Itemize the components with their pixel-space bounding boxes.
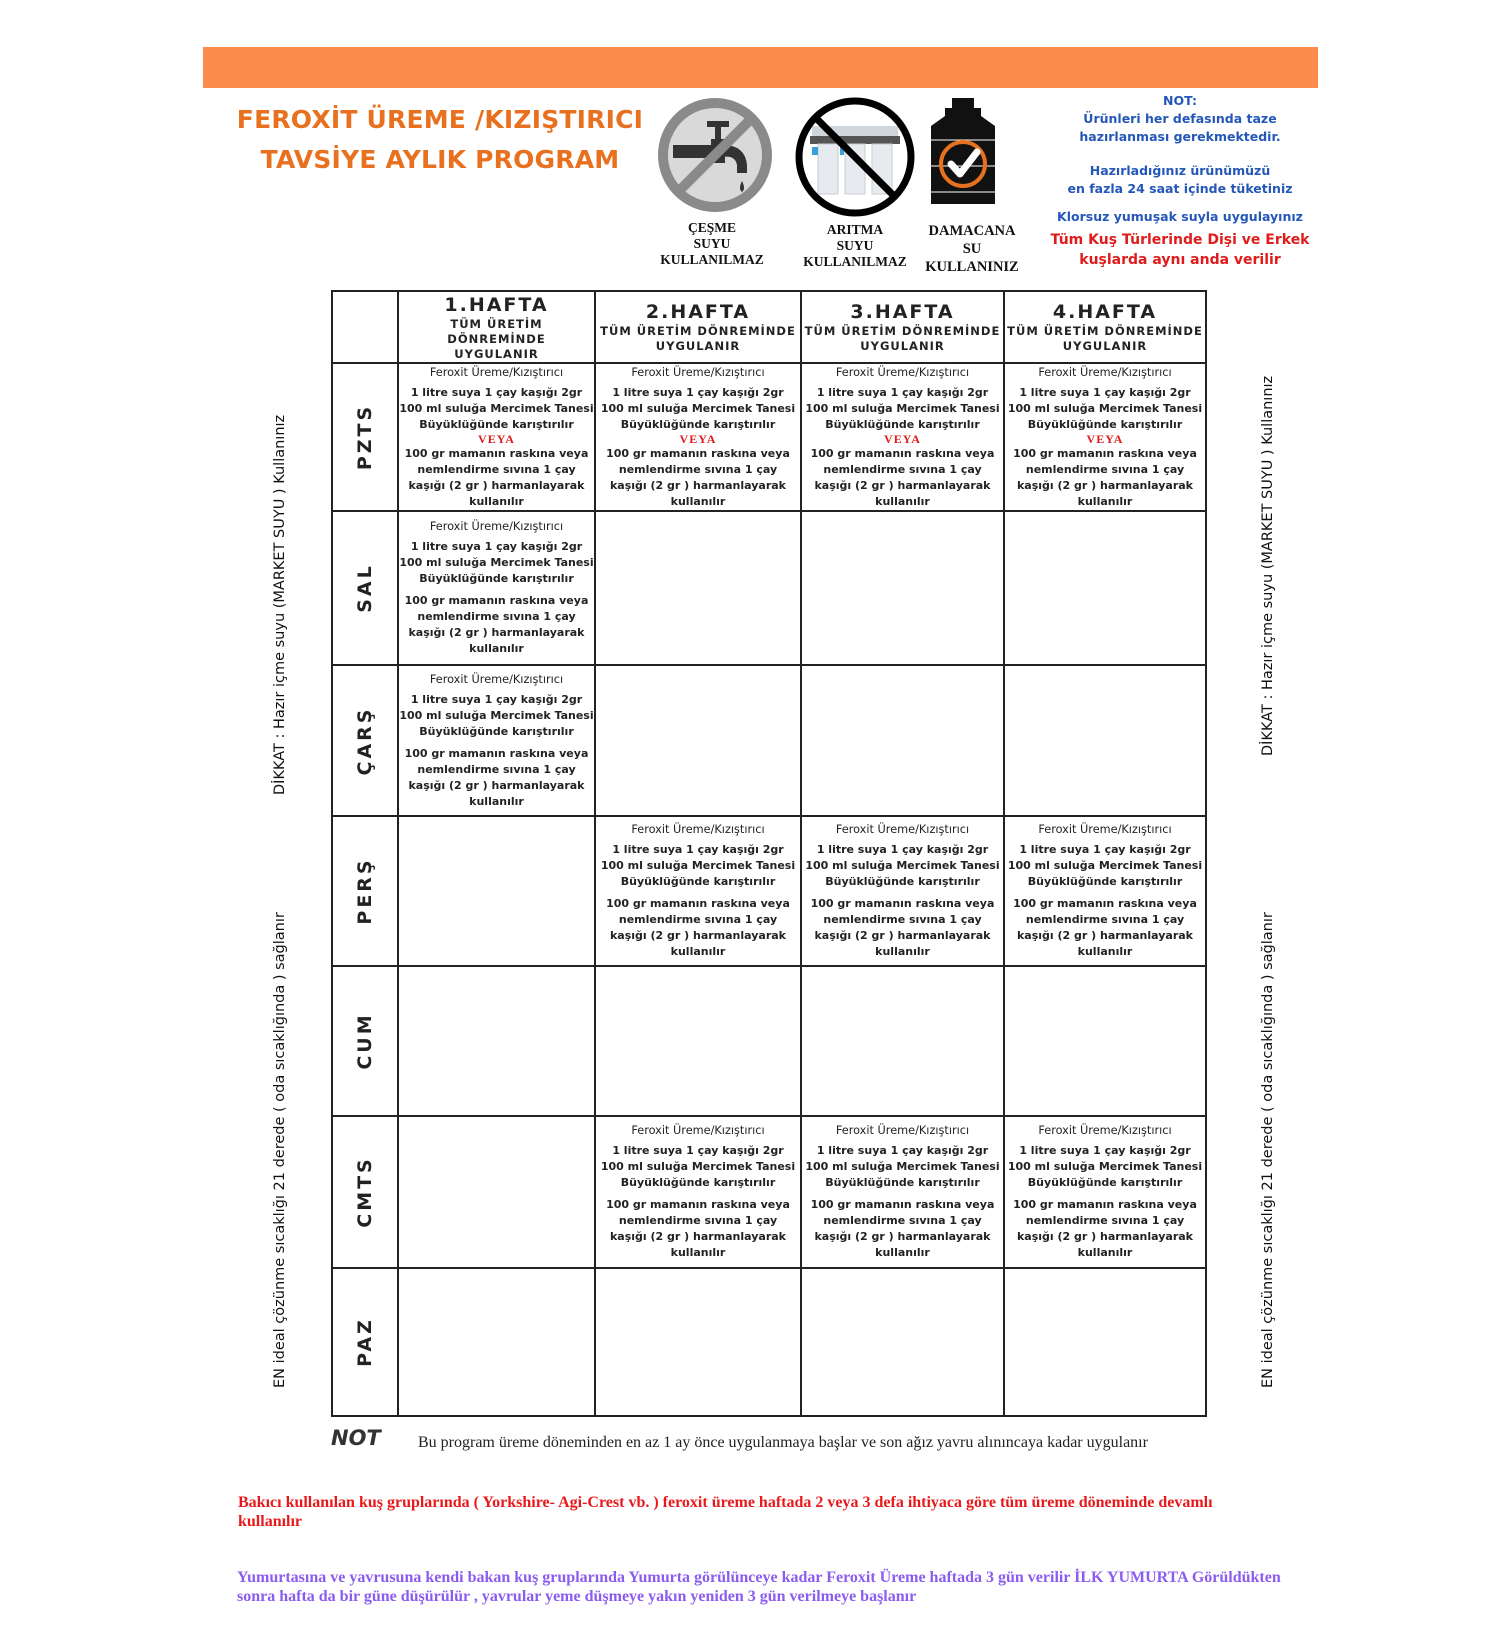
dose-line: 100 gr mamanın raskına veya	[1013, 897, 1197, 910]
dose-line: 100 gr mamanın raskına veya	[606, 897, 790, 910]
day-label: PZTS	[354, 403, 376, 471]
week-sub: UYGULANIR	[1062, 339, 1148, 353]
week-label: 3.HAFTA	[850, 301, 955, 323]
dose-line: kaşığı (2 gr ) harmanlayarak	[814, 478, 991, 492]
dose-line: 1 litre suya 1 çay kaşığı 2gr	[1019, 1144, 1191, 1157]
week-sub: UYGULANIR	[454, 346, 539, 361]
dose-cell	[801, 363, 1004, 511]
dose-cell	[1004, 1116, 1206, 1268]
notes-heading: NOT:	[1163, 93, 1197, 108]
dose-line: nemlendirme sıvına 1 çay	[618, 913, 778, 926]
dose-line: nemlendirme sıvına 1 çay	[417, 462, 576, 476]
notes-line: Ürünleri her defasında taze	[1083, 111, 1277, 126]
dose-line: 100 gr mamanın raskına veya	[606, 446, 790, 460]
product-name: Feroxit Üreme/Kızıştırıcı	[429, 365, 564, 379]
dose-line: kullanılır	[469, 794, 524, 808]
empty-cell	[801, 665, 1004, 816]
product-name: Feroxit Üreme/Kızıştırıcı	[835, 823, 970, 836]
day-label: CMTS	[354, 1156, 376, 1228]
caption-line: KULLANILMAZ	[803, 254, 907, 269]
week-label: 1.HAFTA	[444, 293, 549, 316]
dose-line: 100 gr mamanın raskına veya	[404, 594, 589, 607]
dose-line: 100 ml suluğa Mercimek Tanesi	[805, 1160, 1000, 1173]
empty-cell	[398, 816, 595, 966]
dose-line: kullanılır	[670, 1246, 726, 1259]
dose-line: 100 ml suluğa Mercimek Tanesi	[600, 1160, 796, 1173]
dose-cell	[1004, 816, 1206, 966]
dose-line: 100 gr mamanın raskına veya	[404, 446, 589, 460]
dose-instructions	[1005, 1123, 1205, 1261]
week-sub: TÜM ÜRETİM DÖNREMİNDE	[1007, 324, 1203, 338]
veya-label: VEYA	[679, 431, 717, 446]
product-name: Feroxit Üreme/Kızıştırıcı	[631, 365, 765, 379]
dose-line: 100 ml suluğa Mercimek Tanesi	[805, 401, 1000, 415]
title-line-2: TAVSİYE AYLIK PROGRAM	[260, 145, 620, 174]
dose-line: Büyüklüğünde karıştırılır	[825, 417, 980, 431]
dose-line: 100 gr mamanın raskına veya	[1013, 446, 1197, 460]
empty-cell	[1004, 665, 1206, 816]
week-header	[595, 291, 801, 363]
product-name: Feroxit Üreme/Kızıştırıcı	[429, 520, 564, 533]
corner-cell	[332, 291, 398, 363]
dose-instructions	[802, 822, 1003, 960]
day-label: CUM	[354, 1012, 376, 1070]
notes-warning: Tüm Kuş Türlerinde Dişi ve Erkek	[1050, 232, 1310, 248]
empty-cell	[801, 1268, 1004, 1416]
dose-line: kullanılır	[670, 494, 726, 508]
dose-instructions	[596, 822, 800, 960]
week-sub: TÜM ÜRETİM DÖNREMİNDE	[804, 324, 1001, 338]
purple-note: Yumurtasına ve yavrusuna kendi bakan kuş gruplarında Yumurta görülünceye kadar Feroxit Üreme haftada 3 gün verilir İLK YUMURTA Görüldükten sonra hafta da bir güne düşürülür , yavrular yeme düşmeye yakın yeniden 3 gün verilmeye başlanır	[237, 1569, 1281, 1605]
dose-cell	[801, 1116, 1004, 1268]
caption-line: SUYU	[693, 236, 731, 251]
left-ideal-text: EN ideal çözünme sıcaklığı 21 derede ( oda sıcaklığında ) sağlanır	[272, 912, 288, 1388]
dose-line: nemlendirme sıvına 1 çay	[823, 462, 982, 476]
header-accent-bar	[203, 47, 1318, 88]
dose-cell	[595, 816, 801, 966]
dose-cell	[398, 511, 595, 665]
empty-cell	[801, 511, 1004, 665]
dose-line: 100 ml suluğa Mercimek Tanesi	[1007, 401, 1203, 415]
program-table	[331, 290, 1207, 1417]
dose-line: 1 litre suya 1 çay kaşığı 2gr	[410, 540, 583, 553]
dose-line: Büyüklüğünde karıştırılır	[419, 572, 574, 585]
dose-line: 1 litre suya 1 çay kaşığı 2gr	[1019, 385, 1191, 399]
day-cell	[332, 511, 398, 665]
week-sub: UYGULANIR	[655, 339, 741, 353]
day-cell	[332, 816, 398, 966]
table-row	[332, 363, 1206, 511]
dose-line: Büyüklüğünde karıştırılır	[620, 417, 776, 431]
dose-cell	[398, 363, 595, 511]
dose-line: kullanılır	[875, 1246, 930, 1259]
dose-line: kullanılır	[1077, 494, 1133, 508]
product-name: Feroxit Üreme/Kızıştırıcı	[1038, 1124, 1172, 1137]
dose-line: nemlendirme sıvına 1 çay	[618, 462, 778, 476]
dose-line: kaşığı (2 gr ) harmanlayarak	[408, 626, 585, 639]
product-name: Feroxit Üreme/Kızıştırıcı	[631, 1124, 765, 1137]
dose-line: kullanılır	[1077, 1246, 1133, 1259]
empty-cell	[1004, 511, 1206, 665]
table-row	[332, 966, 1206, 1116]
week-sub: TÜM ÜRETİM DÖNREMİNDE	[447, 316, 546, 346]
dose-line: nemlendirme sıvına 1 çay	[1025, 1214, 1185, 1227]
dose-line: 100 gr mamanın raskına veya	[810, 1198, 995, 1211]
dose-line: kaşığı (2 gr ) harmanlayarak	[1016, 929, 1194, 942]
dose-line: 100 gr mamanın raskına veya	[404, 746, 589, 760]
red-note: Bakıcı kullanılan kuş gruplarında ( Yorkshire- Agi-Crest vb. ) feroxit üreme haftada 2 veya 3 defa ihtiyaca göre tüm üreme döneminde devamlı kullanılır	[238, 1494, 1213, 1530]
week-header	[1004, 291, 1206, 363]
dose-cell	[398, 665, 595, 816]
dose-line: 1 litre suya 1 çay kaşığı 2gr	[410, 692, 583, 706]
caption-line: SUYU	[836, 238, 874, 253]
dose-line: Büyüklüğünde karıştırılır	[620, 875, 776, 888]
dose-line: kaşığı (2 gr ) harmanlayarak	[408, 778, 585, 792]
notes-line: hazırlanması gerekmektedir.	[1079, 129, 1281, 144]
dose-line: 100 ml suluğa Mercimek Tanesi	[399, 708, 594, 722]
empty-cell	[1004, 1268, 1206, 1416]
product-name: Feroxit Üreme/Kızıştırıcı	[835, 365, 970, 379]
day-cell	[332, 1268, 398, 1416]
caption-line: DAMACANA	[928, 223, 1016, 239]
dose-line: Büyüklüğünde karıştırılır	[620, 1176, 776, 1189]
day-cell	[332, 966, 398, 1116]
dose-line: kullanılır	[670, 945, 726, 958]
veya-label: VEYA	[1086, 431, 1124, 446]
dose-instructions	[596, 365, 800, 510]
table-row	[332, 1268, 1206, 1416]
table-row	[332, 1116, 1206, 1268]
week-header	[801, 291, 1004, 363]
dose-instructions	[399, 519, 594, 657]
notes-line: Hazırladığınız ürünümüzü	[1089, 163, 1271, 178]
day-label: PAZ	[354, 1317, 376, 1367]
empty-cell	[1004, 966, 1206, 1116]
dose-line: kullanılır	[469, 642, 524, 655]
empty-cell	[398, 1268, 595, 1416]
table-row	[332, 816, 1206, 966]
dose-line: kullanılır	[875, 945, 930, 958]
caption-line: SU	[962, 241, 982, 257]
veya-label: VEYA	[884, 431, 921, 446]
week-sub: UYGULANIR	[860, 339, 945, 353]
right-ideal-text: EN ideal çözünme sıcaklığı 21 derede ( oda sıcaklığında ) sağlanır	[1260, 912, 1276, 1388]
dose-line: 100 ml suluğa Mercimek Tanesi	[600, 859, 796, 872]
day-label: PERŞ	[354, 857, 376, 925]
dose-line: 100 ml suluğa Mercimek Tanesi	[1007, 859, 1203, 872]
dose-line: kaşığı (2 gr ) harmanlayarak	[1016, 1230, 1194, 1243]
day-cell	[332, 665, 398, 816]
dose-line: Büyüklüğünde karıştırılır	[825, 875, 980, 888]
dose-cell	[1004, 363, 1206, 511]
notes-warning: kuşlarda aynı anda verilir	[1079, 252, 1281, 268]
day-label: ÇARŞ	[354, 706, 376, 775]
dose-line: kullanılır	[1077, 945, 1133, 958]
week-header	[398, 291, 595, 363]
dose-line: kaşığı (2 gr ) harmanlayarak	[814, 1230, 991, 1243]
dose-line: nemlendirme sıvına 1 çay	[823, 1214, 982, 1227]
left-dikkat-text: DİKKAT : Hazır içme suyu (MARKET SUYU ) Kullanınız	[272, 414, 288, 795]
empty-cell	[398, 966, 595, 1116]
dose-instructions	[802, 365, 1003, 510]
dose-line: 1 litre suya 1 çay kaşığı 2gr	[816, 843, 989, 856]
week-sub: TÜM ÜRETİM DÖNREMİNDE	[600, 324, 796, 338]
notes-line: en fazla 24 saat içinde tüketiniz	[1067, 181, 1293, 196]
empty-cell	[595, 511, 801, 665]
dose-line: kullanılır	[469, 494, 524, 508]
veya-label: VEYA	[478, 431, 515, 446]
dose-line: Büyüklüğünde karıştırılır	[1027, 875, 1183, 888]
dose-line: kaşığı (2 gr ) harmanlayarak	[609, 929, 787, 942]
dose-line: 100 gr mamanın raskına veya	[1013, 1198, 1197, 1211]
right-dikkat-text: DİKKAT : Hazır içme suyu (MARKET SUYU ) Kullanınız	[1260, 375, 1276, 756]
dose-line: 100 gr mamanın raskına veya	[606, 1198, 790, 1211]
caption-line: ARITMA	[826, 222, 884, 237]
dose-line: kullanılır	[875, 494, 930, 508]
dose-cell	[595, 363, 801, 511]
caption-line: KULLANINIZ	[925, 259, 1019, 275]
dose-line: 100 ml suluğa Mercimek Tanesi	[1007, 1160, 1203, 1173]
table-row	[332, 511, 1206, 665]
dose-cell	[801, 816, 1004, 966]
bottled-water-caption	[897, 222, 1047, 276]
empty-cell	[595, 1268, 801, 1416]
dose-line: 1 litre suya 1 çay kaşığı 2gr	[612, 1144, 784, 1157]
dose-line: 100 ml suluğa Mercimek Tanesi	[399, 556, 594, 569]
product-name: Feroxit Üreme/Kızıştırıcı	[835, 1124, 970, 1137]
caption-line: ÇEŞME	[687, 220, 736, 235]
caption-line: KULLANILMAZ	[660, 252, 764, 267]
dose-line: kaşığı (2 gr ) harmanlayarak	[1016, 478, 1194, 492]
table-header-row	[332, 291, 1206, 363]
dose-line: 100 ml suluğa Mercimek Tanesi	[805, 859, 1000, 872]
footer-not-label: NOT	[331, 1426, 381, 1450]
dose-line: 100 ml suluğa Mercimek Tanesi	[399, 401, 594, 415]
dose-line: 1 litre suya 1 çay kaşığı 2gr	[612, 385, 784, 399]
notes-line: Klorsuz yumuşak suyla uygulayınız	[1057, 209, 1303, 224]
dose-instructions	[1005, 365, 1205, 510]
dose-line: nemlendirme sıvına 1 çay	[1025, 462, 1185, 476]
dose-line: kaşığı (2 gr ) harmanlayarak	[609, 1230, 787, 1243]
product-name: Feroxit Üreme/Kızıştırıcı	[631, 823, 765, 836]
dose-line: kaşığı (2 gr ) harmanlayarak	[814, 929, 991, 942]
dose-line: 1 litre suya 1 çay kaşığı 2gr	[816, 385, 989, 399]
dose-line: Büyüklüğünde karıştırılır	[1027, 417, 1183, 431]
empty-cell	[801, 966, 1004, 1116]
page-title	[220, 100, 660, 180]
dose-line: nemlendirme sıvına 1 çay	[417, 762, 576, 776]
dose-line: 100 gr mamanın raskına veya	[810, 446, 995, 460]
dose-line: Büyüklüğünde karıştırılır	[825, 1176, 980, 1189]
dose-line: kaşığı (2 gr ) harmanlayarak	[408, 478, 585, 492]
dose-line: nemlendirme sıvına 1 çay	[417, 610, 576, 623]
dose-cell	[595, 1116, 801, 1268]
dose-line: 1 litre suya 1 çay kaşığı 2gr	[410, 385, 583, 399]
day-cell	[332, 1116, 398, 1268]
dose-instructions	[1005, 822, 1205, 960]
tap-water-caption	[637, 220, 787, 268]
empty-cell	[595, 665, 801, 816]
bottled-water-check-icon	[925, 98, 1005, 228]
dose-line: 1 litre suya 1 çay kaşığı 2gr	[816, 1144, 989, 1157]
title-line-1: FEROXİT ÜREME /KIZIŞTIRICI	[236, 105, 644, 134]
day-cell	[332, 363, 398, 511]
table-row	[332, 665, 1206, 816]
dose-line: 1 litre suya 1 çay kaşığı 2gr	[1019, 843, 1191, 856]
dose-line: Büyüklüğünde karıştırılır	[419, 417, 574, 431]
no-filtered-water-icon	[790, 92, 920, 222]
day-label: SAL	[354, 563, 376, 613]
dose-instructions	[399, 365, 594, 510]
footer-not-text: Bu program üreme döneminden en az 1 ay önce uygulanmaya başlar ve son ağız yavru alınıncaya kadar uygulanır	[418, 1434, 1148, 1451]
dose-line: kaşığı (2 gr ) harmanlayarak	[609, 478, 787, 492]
dose-line: Büyüklüğünde karıştırılır	[419, 724, 574, 738]
no-tap-water-icon	[655, 95, 785, 225]
product-name: Feroxit Üreme/Kızıştırıcı	[1038, 823, 1172, 836]
dose-line: 1 litre suya 1 çay kaşığı 2gr	[612, 843, 784, 856]
dose-instructions	[399, 672, 594, 810]
notes-block	[1040, 92, 1320, 270]
dose-line: nemlendirme sıvına 1 çay	[823, 913, 982, 926]
empty-cell	[398, 1116, 595, 1268]
product-name: Feroxit Üreme/Kızıştırıcı	[429, 672, 564, 686]
dose-line: Büyüklüğünde karıştırılır	[1027, 1176, 1183, 1189]
dose-line: 100 ml suluğa Mercimek Tanesi	[600, 401, 796, 415]
product-name: Feroxit Üreme/Kızıştırıcı	[1038, 365, 1172, 379]
dose-line: nemlendirme sıvına 1 çay	[618, 1214, 778, 1227]
week-label: 4.HAFTA	[1052, 301, 1158, 323]
dose-line: nemlendirme sıvına 1 çay	[1025, 913, 1185, 926]
dose-instructions	[802, 1123, 1003, 1261]
dose-line: 100 gr mamanın raskına veya	[810, 897, 995, 910]
week-label: 2.HAFTA	[645, 301, 751, 323]
dose-instructions	[596, 1123, 800, 1261]
empty-cell	[595, 966, 801, 1116]
